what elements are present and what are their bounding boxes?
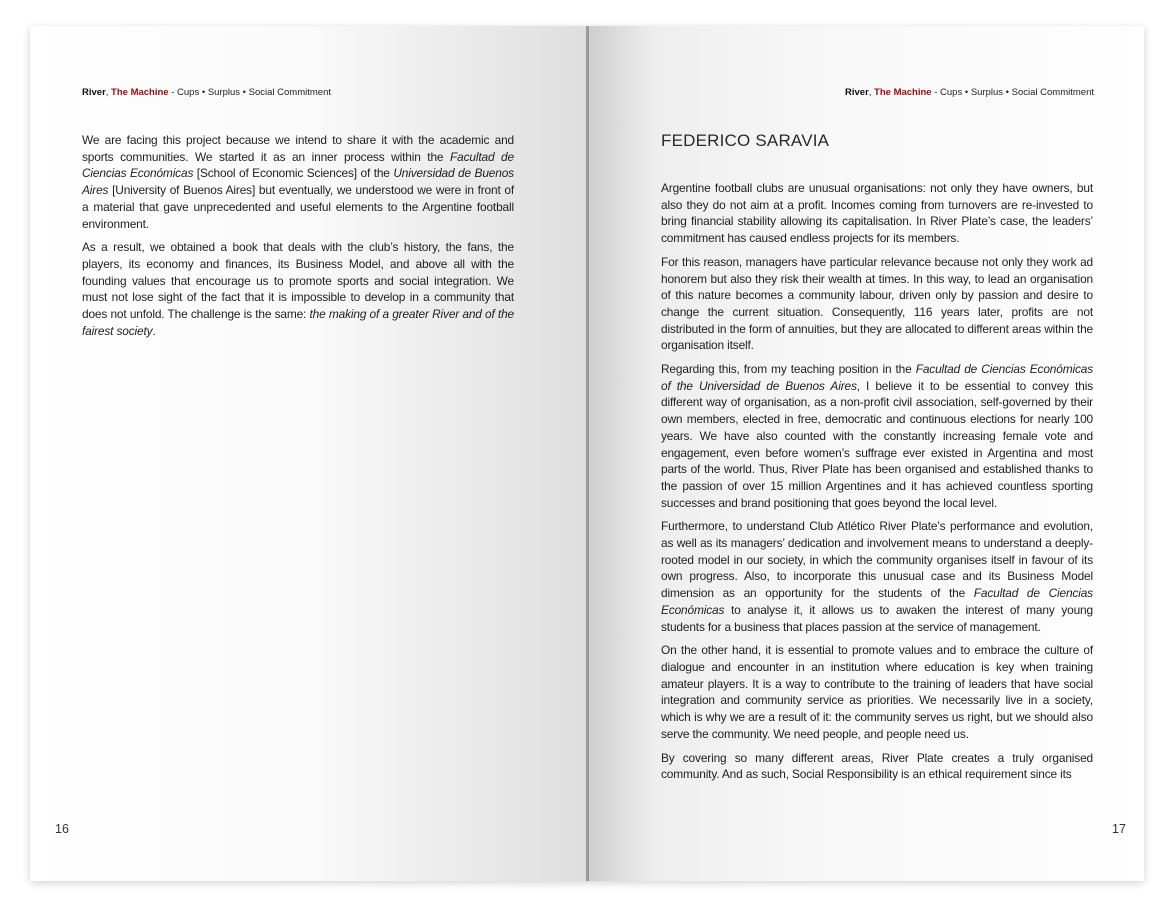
italic-run: Universidad de Buenos Aires [82, 166, 514, 198]
text-run: to analyse it, it allows us to awaken the interest of many young students for a business that places passion at the service of management. [661, 602, 1093, 634]
paragraph [82, 132, 514, 232]
text-run: We are facing this project because we intend to share it with the academic and sports communities. We started it as an inner process within the [82, 133, 514, 164]
header-machine: The Machine [874, 87, 932, 98]
italic-run: Facultad de Ciencias Económicas [82, 149, 514, 181]
book-spine-fold [586, 26, 589, 881]
header-machine: The Machine [111, 87, 169, 98]
text-run: [University of Buenos Aires] but eventually, we understood we were in front of a material that gave unprecedented and useful elements to the Argentine football environment. [82, 183, 514, 231]
header-subtitle: - Cups • Surplus • Social Commitment [168, 87, 331, 98]
running-header [845, 87, 1094, 98]
book-spread [30, 26, 1144, 881]
left-body-text [82, 132, 514, 346]
paragraph: By covering so many different areas, River Plate creates a truly organised community. And as such, Social Responsibility is an ethical requirement since its [661, 750, 1093, 782]
paragraph: Argentine football clubs are unusual organisations: not only they have owners, but also they do not aim at a profit. Incomes coming from turnovers are re-invested to bring financial stability allowing its capitalisation. In River Plate’s case, the leaders’ commitment has caused endless projects for its members. [661, 181, 1093, 246]
page-number-left: 16 [55, 822, 69, 836]
header-comma: , [105, 87, 109, 98]
paragraph [661, 361, 1093, 511]
running-header [82, 87, 331, 98]
author-heading: FEDERICO SARAVIA [661, 131, 830, 150]
right-page [587, 26, 1144, 881]
paragraph: On the other hand, it is essential to promote values and to embrace the culture of dialogue and encounter in an institution where education is key when training amateur players. It is a way to contribute to the training of leaders that have social integration and community service as priorities. We necessarily live in a society, which is why we are a result of it: the community serves us right, but we should also serve the community. We need people, and people need us. [661, 643, 1093, 741]
left-page [30, 26, 587, 881]
italic-run: the making of a greater River and of the fairest society [82, 307, 514, 338]
paragraph: For this reason, managers have particular relevance because not only they work ad honorem but also they risk their wealth at times. In this way, to lead an organisation of this nature becomes a community labour, driven only by passion and desire to change the current situation. Consequently, 116 years later, profits are not distributed in the form of annuities, but they are allocated to different areas within the organisation itself. [661, 254, 1093, 353]
header-subtitle: - Cups • Surplus • Social Commitment [931, 87, 1094, 98]
text-run: Furthermore, to understand Club Atlético River Plate’s performance and evolution, as well as its managers’ dedication and involvement means to understand a deeply-rooted model in our society, in which the community organises itself in favour of its own progress. Also, to incorporate this unusual case and its Business Model dimension as an opportunity for the students of the [661, 519, 1093, 601]
header-river: River [845, 87, 869, 98]
page-number-right: 17 [1112, 822, 1126, 836]
header-river: River [82, 87, 106, 98]
text-run: , I believe it to be essential to convey this different way of organisation, as a non-profit civil association, self-governed by their own members, elected in free, democratic and continuous elections for nearly 100 years. We have also counted with the constantly increasing female vote and engagement, even before women’s suffrage ever existed in Argentina and most parts of the world. Thus, River Plate has been organised and established thanks to the passion of over 15 million Argentines and it has achieved countless sporting successes and brand positioning that goes beyond the local level. [661, 378, 1093, 510]
text-run: [School of Economic Sciences] of the [193, 166, 394, 181]
italic-run: Facultad de Ciencias Económicas of the Universidad de Buenos Aires [661, 362, 1094, 393]
text-run: . [152, 323, 156, 338]
text-run: As a result, we obtained a book that deals with the club’s history, the fans, the players, its economy and finances, its Business Model, and above all with the founding values that encourage us to promote sports and social integration. We must not lose sight of the fact that it is impossible to develop in a community that does not unfold. The challenge is the same: [82, 240, 514, 322]
paragraph [661, 518, 1093, 635]
text-run: Regarding this, from my teaching position in the [661, 362, 916, 377]
right-body-text [661, 180, 1093, 790]
italic-run: Facultad de Ciencias Económicas [661, 586, 1093, 617]
header-comma: , [868, 87, 872, 98]
paragraph [82, 239, 514, 339]
